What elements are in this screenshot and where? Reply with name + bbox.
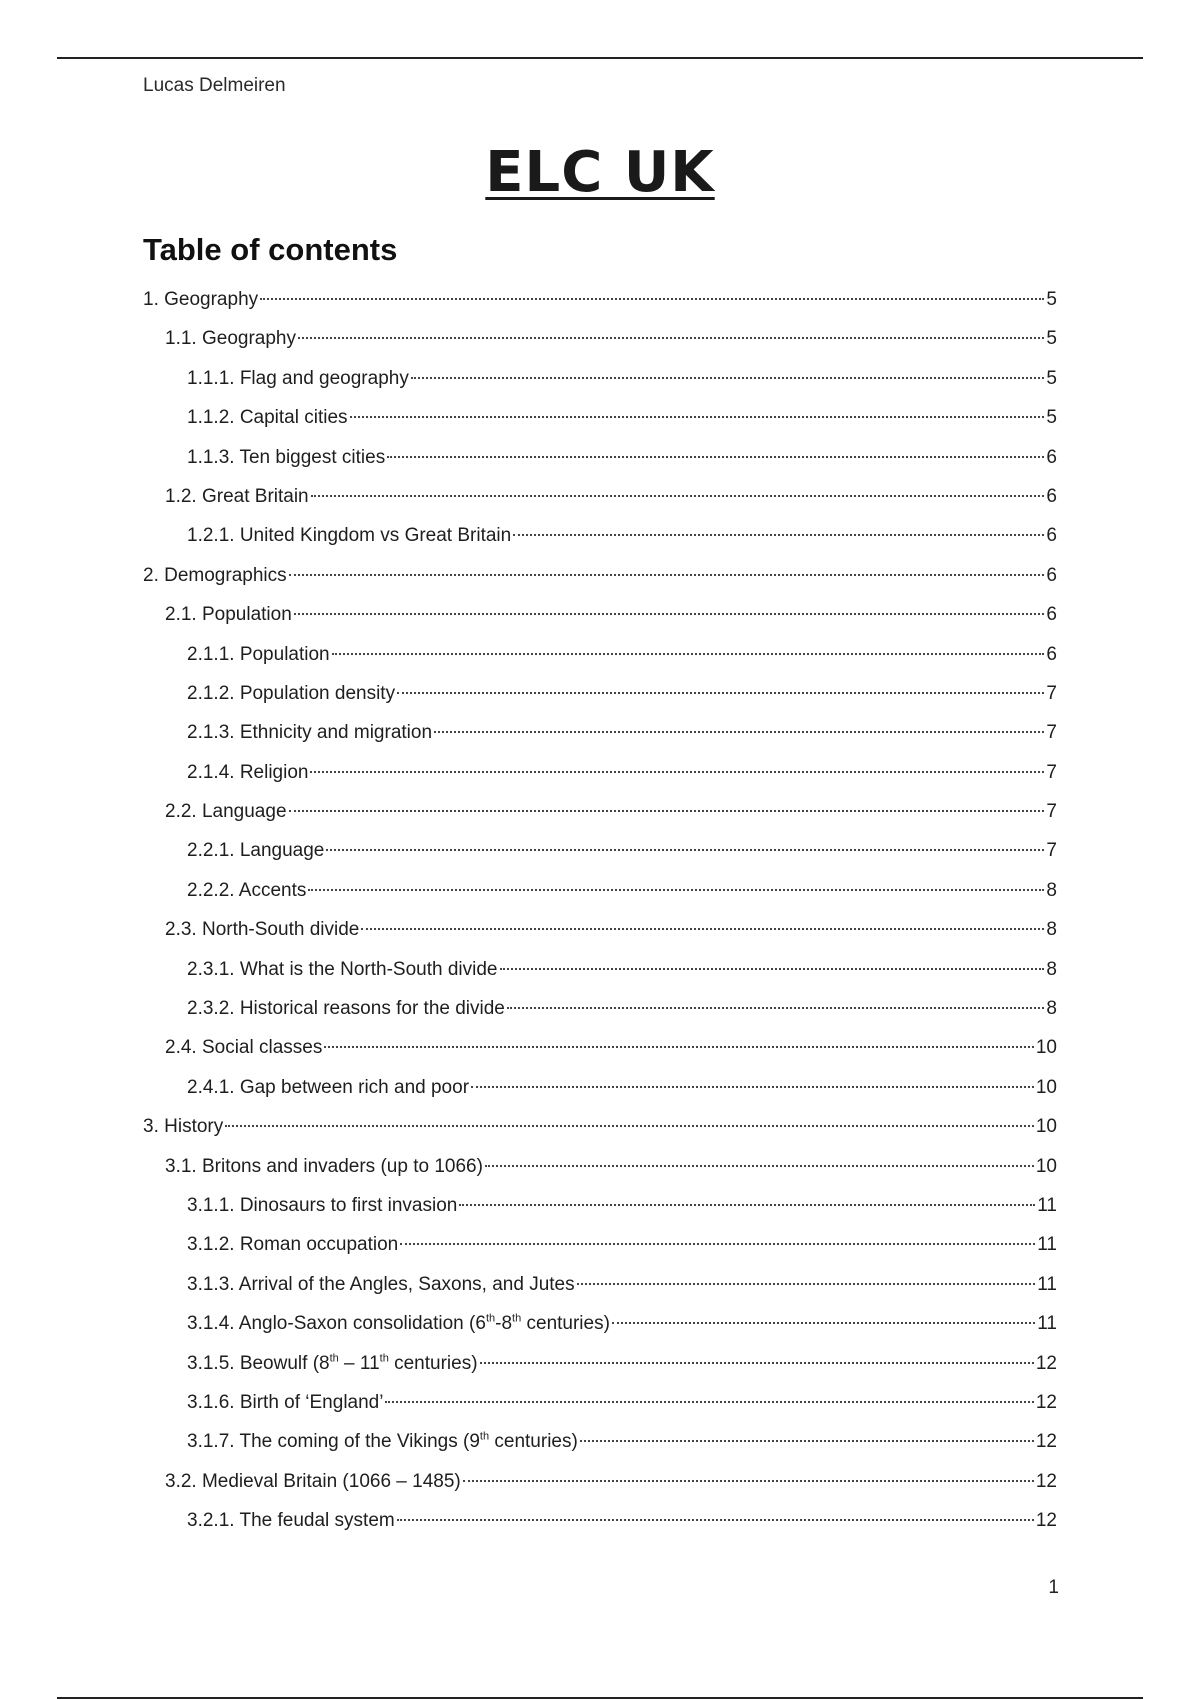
toc-entry[interactable] xyxy=(143,1304,1057,1343)
toc-entry-title: 2.2.1. Language xyxy=(187,840,325,862)
toc-entry-page: 12 xyxy=(1035,1431,1057,1453)
toc-leader-dots xyxy=(308,889,1044,891)
toc-leader-dots xyxy=(400,1243,1035,1245)
toc-entry-title: 3.1.3. Arrival of the Angles, Saxons, and Jutes xyxy=(187,1273,575,1295)
header-rule xyxy=(57,57,1143,59)
toc-entry-title: 2.4. Social classes xyxy=(165,1037,323,1059)
toc-entry-title: 2.4.1. Gap between rich and poor xyxy=(187,1076,470,1098)
toc-entry-title: 1.1.2. Capital cities xyxy=(187,407,348,429)
toc-entry-title: 2.3.1. What is the North-South divide xyxy=(187,958,498,980)
toc-entry-page: 8 xyxy=(1046,919,1057,941)
toc-leader-dots xyxy=(225,1125,1034,1127)
toc-entry[interactable] xyxy=(143,359,1057,398)
toc-entry-page: 8 xyxy=(1046,879,1057,901)
toc-entry-page: 5 xyxy=(1046,367,1057,389)
toc-entry-page: 6 xyxy=(1046,604,1057,626)
toc-leader-dots xyxy=(361,928,1044,930)
toc-entry[interactable] xyxy=(143,1068,1057,1107)
toc-entry[interactable] xyxy=(143,1383,1057,1422)
page-number: 1 xyxy=(1048,1577,1059,1598)
toc-entry-title: 1.1.1. Flag and geography xyxy=(187,367,409,389)
toc-leader-dots xyxy=(485,1165,1034,1167)
toc-leader-dots xyxy=(577,1283,1036,1285)
toc-leader-dots xyxy=(580,1440,1034,1442)
toc-entry-page: 8 xyxy=(1046,958,1057,980)
toc-entry-title: 3.1.7. The coming of the Vikings (9th centuries) xyxy=(187,1431,578,1453)
toc-leader-dots xyxy=(513,534,1044,536)
toc-entry-title: 3.1.6. Birth of ‘England’ xyxy=(187,1391,384,1413)
toc-entry-title: 3.1.2. Roman occupation xyxy=(187,1234,399,1256)
toc-entry-page: 6 xyxy=(1046,446,1057,468)
toc-entry[interactable] xyxy=(143,319,1057,358)
toc-entry[interactable] xyxy=(143,398,1057,437)
toc-entry-page: 6 xyxy=(1046,525,1057,547)
toc-entry-title: 2.2. Language xyxy=(165,801,287,823)
toc-entry-title: 3.2. Medieval Britain (1066 – 1485) xyxy=(165,1470,461,1492)
toc-leader-dots xyxy=(459,1204,1035,1206)
toc-entry-title: 3.1. Britons and invaders (up to 1066) xyxy=(165,1155,483,1177)
toc-leader-dots xyxy=(397,692,1044,694)
toc-leader-dots xyxy=(289,574,1045,576)
toc-leader-dots xyxy=(387,456,1044,458)
toc-entry-page: 5 xyxy=(1046,289,1057,310)
toc-entry-page: 12 xyxy=(1035,1391,1057,1413)
toc-leader-dots xyxy=(480,1362,1034,1364)
toc-leader-dots xyxy=(310,771,1044,773)
toc-entry-page: 5 xyxy=(1046,407,1057,429)
toc-entry-title: 2.2.2. Accents xyxy=(187,879,307,901)
toc-leader-dots xyxy=(289,810,1045,812)
toc-entry[interactable] xyxy=(143,871,1057,910)
toc-leader-dots xyxy=(311,495,1045,497)
toc-entry-page: 11 xyxy=(1037,1194,1057,1216)
toc-entry-page: 12 xyxy=(1035,1510,1057,1532)
toc-entry[interactable] xyxy=(143,1028,1057,1067)
toc-entry-title: 2.1.3. Ethnicity and migration xyxy=(187,722,433,744)
toc-entry[interactable] xyxy=(143,556,1057,595)
toc-entry-title: 3.2.1. The feudal system xyxy=(187,1510,395,1532)
toc-entry[interactable] xyxy=(143,1422,1057,1461)
toc-entry[interactable] xyxy=(143,910,1057,949)
toc-entry-page: 10 xyxy=(1035,1155,1057,1177)
toc-leader-dots xyxy=(434,731,1044,733)
toc-entry-page: 7 xyxy=(1046,722,1057,744)
toc-leader-dots xyxy=(507,1007,1045,1009)
toc-entry-title: 2.3. North-South divide xyxy=(165,919,360,941)
toc-entry-page: 11 xyxy=(1037,1273,1057,1295)
toc-entry-page: 11 xyxy=(1037,1313,1057,1335)
toc-leader-dots xyxy=(471,1086,1034,1088)
toc-entry-page: 6 xyxy=(1046,643,1057,665)
toc-leader-dots xyxy=(463,1480,1034,1482)
header-author: Lucas Delmeiren xyxy=(143,75,286,96)
toc-entry[interactable] xyxy=(143,753,1057,792)
toc-leader-dots xyxy=(350,416,1045,418)
toc-entry-title: 2.1.4. Religion xyxy=(187,761,309,783)
toc-entry-title: 1.2.1. United Kingdom vs Great Britain xyxy=(187,525,512,547)
document-title-text: ELC UK xyxy=(485,140,715,205)
toc-leader-dots xyxy=(298,337,1044,339)
toc-entry[interactable] xyxy=(143,635,1057,674)
toc-entry[interactable] xyxy=(143,831,1057,870)
toc-entry-page: 7 xyxy=(1046,840,1057,862)
toc-entry-title: 1. Geography xyxy=(143,289,259,310)
toc-entry[interactable] xyxy=(143,1462,1057,1501)
toc-leader-dots xyxy=(260,298,1044,300)
toc-entry-page: 5 xyxy=(1046,328,1057,350)
toc-entry-page: 7 xyxy=(1046,761,1057,783)
toc-entry-title: 2.1. Population xyxy=(165,604,292,626)
toc-entry-title: 3. History xyxy=(143,1116,224,1138)
toc-entry-page: 11 xyxy=(1037,1234,1057,1256)
toc-entry[interactable] xyxy=(143,792,1057,831)
toc-leader-dots xyxy=(294,613,1045,615)
toc-entry[interactable] xyxy=(143,1107,1057,1146)
toc-entry-title: 2. Demographics xyxy=(143,564,287,586)
toc-entry-title: 1.2. Great Britain xyxy=(165,485,309,507)
toc-entry[interactable] xyxy=(143,1265,1057,1304)
toc-entry[interactable] xyxy=(143,477,1057,516)
toc-leader-dots xyxy=(411,377,1045,379)
toc-leader-dots xyxy=(324,1046,1034,1048)
toc-entry-page: 8 xyxy=(1046,998,1057,1020)
footer-rule xyxy=(57,1697,1143,1699)
toc-entry[interactable] xyxy=(143,989,1057,1028)
toc-entry-page: 6 xyxy=(1046,485,1057,507)
toc-entry[interactable] xyxy=(143,595,1057,634)
toc-leader-dots xyxy=(500,968,1045,970)
toc-entry-page: 12 xyxy=(1035,1352,1057,1374)
toc-leader-dots xyxy=(332,653,1045,655)
toc-entry-page: 7 xyxy=(1046,682,1057,704)
toc-entry[interactable] xyxy=(143,1225,1057,1264)
toc-entry-title: 2.3.2. Historical reasons for the divide xyxy=(187,998,505,1020)
toc-entry-title: 2.1.1. Population xyxy=(187,643,330,665)
document-title xyxy=(0,140,1200,205)
toc-entry-title: 3.1.1. Dinosaurs to first invasion xyxy=(187,1194,458,1216)
toc-entry-page: 10 xyxy=(1035,1116,1057,1138)
toc-entry[interactable] xyxy=(143,516,1057,555)
toc-leader-dots xyxy=(397,1519,1034,1521)
toc-entry[interactable] xyxy=(143,713,1057,752)
table-of-contents xyxy=(143,280,1057,1541)
toc-entry[interactable] xyxy=(143,1344,1057,1383)
toc-entry[interactable] xyxy=(143,1186,1057,1225)
toc-entry-page: 6 xyxy=(1046,564,1057,586)
toc-entry-title: 2.1.2. Population density xyxy=(187,682,396,704)
toc-entry[interactable] xyxy=(143,950,1057,989)
toc-entry-title: 1.1. Geography xyxy=(165,328,296,350)
toc-entry[interactable] xyxy=(143,280,1057,319)
toc-entry-page: 10 xyxy=(1035,1037,1057,1059)
toc-entry[interactable] xyxy=(143,1147,1057,1186)
toc-leader-dots xyxy=(612,1322,1035,1324)
toc-entry-page: 10 xyxy=(1035,1076,1057,1098)
toc-entry-page: 12 xyxy=(1035,1470,1057,1492)
toc-entry-title: 3.1.5. Beowulf (8th – 11th centuries) xyxy=(187,1352,478,1374)
toc-leader-dots xyxy=(385,1401,1033,1403)
toc-leader-dots xyxy=(326,849,1044,851)
toc-entry[interactable] xyxy=(143,674,1057,713)
toc-entry[interactable] xyxy=(143,1501,1057,1540)
toc-entry-title: 1.1.3. Ten biggest cities xyxy=(187,446,386,468)
toc-heading: Table of contents xyxy=(143,232,398,267)
toc-entry-page: 7 xyxy=(1046,801,1057,823)
toc-entry-title: 3.1.4. Anglo-Saxon consolidation (6th-8th centuries) xyxy=(187,1312,610,1335)
toc-entry[interactable] xyxy=(143,438,1057,477)
